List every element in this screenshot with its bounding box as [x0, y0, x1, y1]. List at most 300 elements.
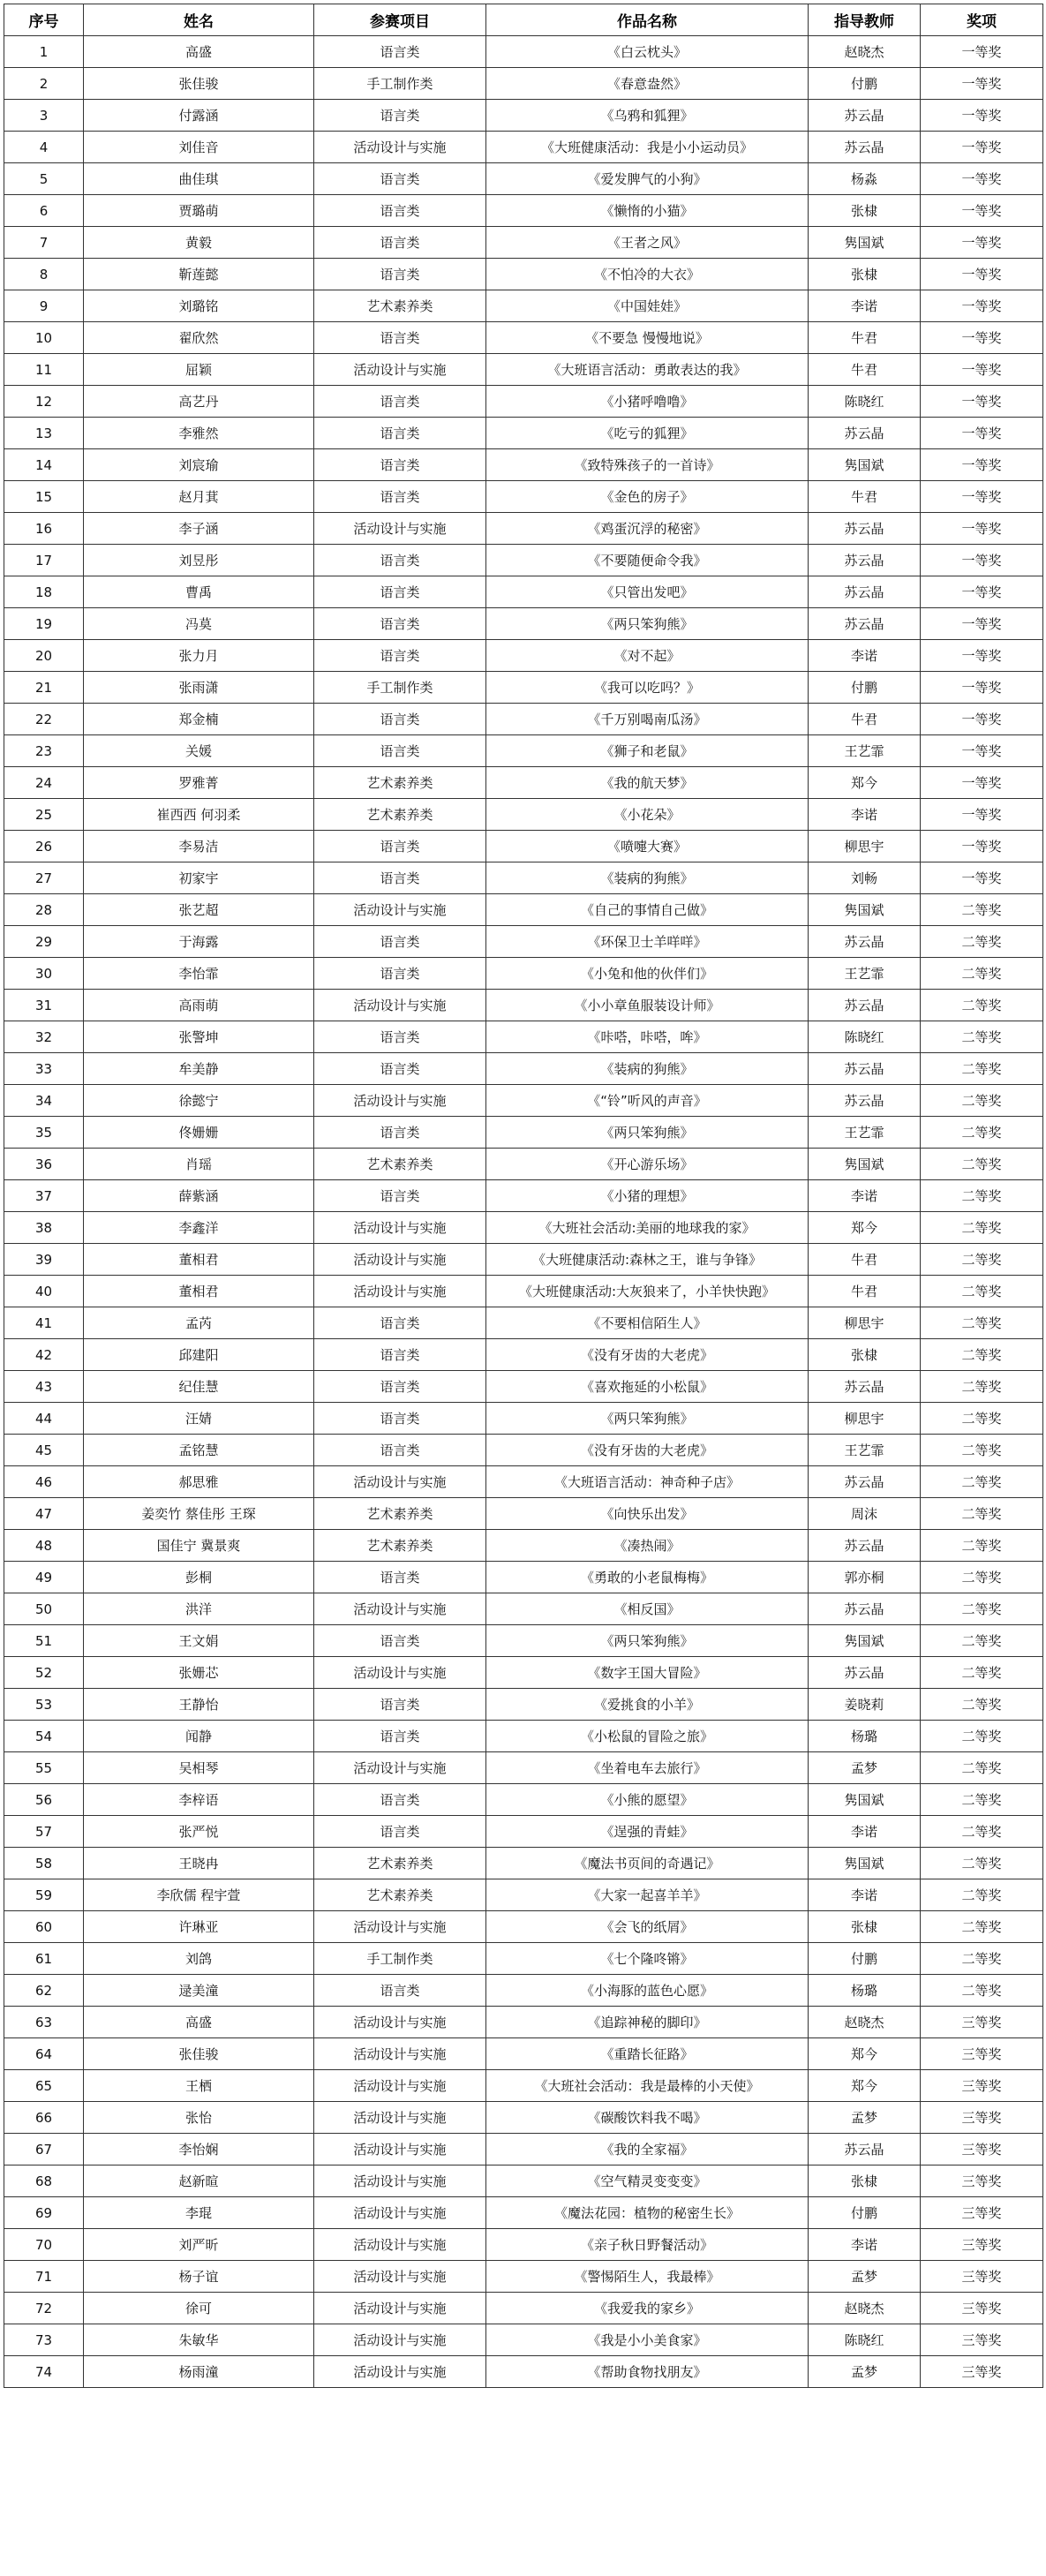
- header-award: 奖项: [921, 4, 1043, 36]
- cell-award: 三等奖: [921, 2356, 1043, 2388]
- cell-no: 51: [4, 1625, 84, 1657]
- cell-award: 一等奖: [921, 36, 1043, 68]
- cell-category: 语言类: [314, 1689, 486, 1721]
- cell-category: 活动设计与实施: [314, 1466, 486, 1498]
- cell-name: 李子涵: [84, 513, 314, 545]
- cell-no: 13: [4, 418, 84, 449]
- cell-teacher: 付鹏: [809, 1943, 921, 1975]
- cell-work: 《相反国》: [486, 1593, 809, 1625]
- table-row: [4, 386, 1043, 418]
- cell-award: 二等奖: [921, 1339, 1043, 1371]
- cell-teacher: 李诺: [809, 1879, 921, 1911]
- cell-no: 37: [4, 1180, 84, 1212]
- cell-no: 70: [4, 2229, 84, 2261]
- cell-work: 《小熊的愿望》: [486, 1784, 809, 1816]
- cell-no: 53: [4, 1689, 84, 1721]
- cell-work: 《重踏长征路》: [486, 2038, 809, 2070]
- cell-category: 活动设计与实施: [314, 354, 486, 386]
- cell-category: 活动设计与实施: [314, 2261, 486, 2293]
- cell-teacher: 苏云晶: [809, 418, 921, 449]
- cell-teacher: 隽国斌: [809, 1784, 921, 1816]
- cell-work: 《凑热闹》: [486, 1530, 809, 1562]
- cell-name: 王晓冉: [84, 1848, 314, 1879]
- cell-no: 25: [4, 799, 84, 831]
- cell-name: 李怡娴: [84, 2134, 314, 2165]
- cell-award: 一等奖: [921, 799, 1043, 831]
- cell-teacher: 王艺霏: [809, 1435, 921, 1466]
- cell-teacher: 柳思宇: [809, 1307, 921, 1339]
- cell-award: 一等奖: [921, 767, 1043, 799]
- cell-name: 黄毅: [84, 227, 314, 259]
- cell-teacher: 张棣: [809, 1339, 921, 1371]
- cell-name: 李鑫洋: [84, 1212, 314, 1244]
- cell-award: 二等奖: [921, 1021, 1043, 1053]
- cell-no: 29: [4, 926, 84, 958]
- cell-work: 《大班语言活动：神奇种子店》: [486, 1466, 809, 1498]
- cell-no: 11: [4, 354, 84, 386]
- cell-no: 42: [4, 1339, 84, 1371]
- cell-award: 三等奖: [921, 2293, 1043, 2324]
- cell-work: 《小花朵》: [486, 799, 809, 831]
- cell-no: 50: [4, 1593, 84, 1625]
- cell-teacher: 李诺: [809, 1816, 921, 1848]
- cell-name: 罗雅菁: [84, 767, 314, 799]
- cell-category: 活动设计与实施: [314, 2324, 486, 2356]
- cell-name: 刘昱彤: [84, 545, 314, 576]
- cell-no: 14: [4, 449, 84, 481]
- cell-work: 《小兔和他的伙伴们》: [486, 958, 809, 990]
- table-row: [4, 418, 1043, 449]
- cell-teacher: 苏云晶: [809, 1657, 921, 1689]
- cell-teacher: 李诺: [809, 799, 921, 831]
- cell-work: 《两只笨狗熊》: [486, 608, 809, 640]
- table-row: [4, 2007, 1043, 2038]
- cell-award: 一等奖: [921, 862, 1043, 894]
- table-row: [4, 2197, 1043, 2229]
- table-row: [4, 990, 1043, 1021]
- cell-name: 刘璐铭: [84, 290, 314, 322]
- cell-award: 一等奖: [921, 418, 1043, 449]
- cell-no: 52: [4, 1657, 84, 1689]
- cell-work: 《数字王国大冒险》: [486, 1657, 809, 1689]
- table-row: [4, 163, 1043, 195]
- cell-name: 刘严昕: [84, 2229, 314, 2261]
- cell-teacher: 赵晓杰: [809, 2007, 921, 2038]
- table-row: [4, 640, 1043, 672]
- cell-work: 《两只笨狗熊》: [486, 1117, 809, 1149]
- cell-name: 李欣儒 程宇萱: [84, 1879, 314, 1911]
- table-row: [4, 2070, 1043, 2102]
- cell-award: 一等奖: [921, 608, 1043, 640]
- cell-category: 语言类: [314, 1721, 486, 1752]
- cell-category: 语言类: [314, 1975, 486, 2007]
- cell-teacher: 牛君: [809, 322, 921, 354]
- cell-teacher: 牛君: [809, 1244, 921, 1276]
- cell-work: 《爱发脾气的小狗》: [486, 163, 809, 195]
- table-row: [4, 1943, 1043, 1975]
- cell-award: 二等奖: [921, 1721, 1043, 1752]
- cell-no: 5: [4, 163, 84, 195]
- cell-name: 付露涵: [84, 100, 314, 132]
- cell-category: 艺术素养类: [314, 1530, 486, 1562]
- cell-teacher: 苏云晶: [809, 1085, 921, 1117]
- cell-no: 49: [4, 1562, 84, 1593]
- cell-category: 语言类: [314, 1625, 486, 1657]
- cell-teacher: 苏云晶: [809, 926, 921, 958]
- cell-name: 许琳亚: [84, 1911, 314, 1943]
- cell-teacher: 苏云晶: [809, 1530, 921, 1562]
- cell-award: 二等奖: [921, 1784, 1043, 1816]
- cell-award: 二等奖: [921, 1657, 1043, 1689]
- header-teacher: 指导教师: [809, 4, 921, 36]
- cell-category: 语言类: [314, 481, 486, 513]
- cell-teacher: 隽国斌: [809, 449, 921, 481]
- table-row: [4, 1562, 1043, 1593]
- cell-work: 《千万别喝南瓜汤》: [486, 704, 809, 735]
- cell-no: 28: [4, 894, 84, 926]
- cell-award: 二等奖: [921, 1117, 1043, 1149]
- cell-award: 二等奖: [921, 894, 1043, 926]
- table-row: [4, 1085, 1043, 1117]
- cell-no: 68: [4, 2165, 84, 2197]
- cell-name: 王文娟: [84, 1625, 314, 1657]
- cell-award: 二等奖: [921, 990, 1043, 1021]
- cell-teacher: 苏云晶: [809, 608, 921, 640]
- cell-name: 曲佳琪: [84, 163, 314, 195]
- cell-name: 吴相琴: [84, 1752, 314, 1784]
- cell-category: 语言类: [314, 735, 486, 767]
- cell-teacher: 牛君: [809, 354, 921, 386]
- cell-category: 语言类: [314, 1053, 486, 1085]
- cell-teacher: 隽国斌: [809, 1149, 921, 1180]
- cell-teacher: 陈晓红: [809, 386, 921, 418]
- cell-category: 艺术素养类: [314, 1149, 486, 1180]
- cell-award: 二等奖: [921, 1593, 1043, 1625]
- cell-name: 牟美静: [84, 1053, 314, 1085]
- cell-category: 语言类: [314, 449, 486, 481]
- cell-teacher: 苏云晶: [809, 1053, 921, 1085]
- cell-teacher: 刘畅: [809, 862, 921, 894]
- cell-work: 《没有牙齿的大老虎》: [486, 1435, 809, 1466]
- cell-award: 一等奖: [921, 163, 1043, 195]
- cell-award: 一等奖: [921, 640, 1043, 672]
- cell-name: 曹禹: [84, 576, 314, 608]
- table-row: [4, 576, 1043, 608]
- cell-name: 徐可: [84, 2293, 314, 2324]
- cell-category: 艺术素养类: [314, 799, 486, 831]
- cell-no: 44: [4, 1403, 84, 1435]
- cell-category: 活动设计与实施: [314, 2134, 486, 2165]
- cell-name: 刘宸瑜: [84, 449, 314, 481]
- cell-teacher: 张棣: [809, 195, 921, 227]
- cell-work: 《会飞的纸屑》: [486, 1911, 809, 1943]
- table-row: [4, 36, 1043, 68]
- cell-no: 3: [4, 100, 84, 132]
- table-row: [4, 767, 1043, 799]
- table-row: [4, 481, 1043, 513]
- cell-category: 语言类: [314, 1435, 486, 1466]
- cell-teacher: 张棣: [809, 259, 921, 290]
- table-row: [4, 545, 1043, 576]
- cell-name: 关媛: [84, 735, 314, 767]
- cell-no: 71: [4, 2261, 84, 2293]
- cell-name: 于海露: [84, 926, 314, 958]
- cell-teacher: 柳思宇: [809, 831, 921, 862]
- cell-category: 手工制作类: [314, 672, 486, 704]
- table-row: [4, 2134, 1043, 2165]
- cell-work: 《帮助食物找朋友》: [486, 2356, 809, 2388]
- table-row: [4, 704, 1043, 735]
- table-row: [4, 132, 1043, 163]
- table-row: [4, 1498, 1043, 1530]
- table-row: [4, 608, 1043, 640]
- award-table: [4, 4, 1043, 2388]
- cell-work: 《开心游乐场》: [486, 1149, 809, 1180]
- cell-category: 语言类: [314, 1021, 486, 1053]
- cell-work: 《七个隆咚锵》: [486, 1943, 809, 1975]
- table-row: [4, 1752, 1043, 1784]
- cell-category: 语言类: [314, 1816, 486, 1848]
- table-body: [4, 36, 1043, 2388]
- cell-work: 《小猪呼噜噜》: [486, 386, 809, 418]
- table-row: [4, 227, 1043, 259]
- cell-work: 《警惕陌生人，我最棒》: [486, 2261, 809, 2293]
- table-row: [4, 894, 1043, 926]
- cell-category: 语言类: [314, 545, 486, 576]
- header-row: [4, 4, 1043, 36]
- cell-category: 活动设计与实施: [314, 1085, 486, 1117]
- cell-teacher: 陈晓红: [809, 1021, 921, 1053]
- cell-no: 63: [4, 2007, 84, 2038]
- table-row: [4, 1339, 1043, 1371]
- cell-teacher: 隽国斌: [809, 1848, 921, 1879]
- cell-teacher: 付鹏: [809, 672, 921, 704]
- cell-category: 语言类: [314, 576, 486, 608]
- cell-award: 二等奖: [921, 1053, 1043, 1085]
- cell-name: 杨子谊: [84, 2261, 314, 2293]
- cell-no: 73: [4, 2324, 84, 2356]
- cell-work: 《两只笨狗熊》: [486, 1403, 809, 1435]
- cell-no: 61: [4, 1943, 84, 1975]
- table-row: [4, 1276, 1043, 1307]
- cell-category: 艺术素养类: [314, 767, 486, 799]
- cell-category: 语言类: [314, 259, 486, 290]
- cell-category: 语言类: [314, 640, 486, 672]
- table-row: [4, 1466, 1043, 1498]
- cell-name: 国佳宁 冀景爽: [84, 1530, 314, 1562]
- cell-category: 活动设计与实施: [314, 2070, 486, 2102]
- cell-name: 高雨萌: [84, 990, 314, 1021]
- cell-award: 三等奖: [921, 2324, 1043, 2356]
- cell-teacher: 牛君: [809, 481, 921, 513]
- cell-award: 一等奖: [921, 68, 1043, 100]
- cell-award: 二等奖: [921, 1879, 1043, 1911]
- cell-name: 佟姗姗: [84, 1117, 314, 1149]
- cell-name: 李易洁: [84, 831, 314, 862]
- cell-work: 《中国娃娃》: [486, 290, 809, 322]
- cell-teacher: 孟梦: [809, 1752, 921, 1784]
- cell-name: 高盛: [84, 36, 314, 68]
- cell-award: 二等奖: [921, 1943, 1043, 1975]
- cell-award: 三等奖: [921, 2102, 1043, 2134]
- cell-name: 高艺丹: [84, 386, 314, 418]
- cell-name: 张艺超: [84, 894, 314, 926]
- cell-award: 二等奖: [921, 958, 1043, 990]
- cell-award: 一等奖: [921, 513, 1043, 545]
- cell-name: 朱敏华: [84, 2324, 314, 2356]
- cell-category: 语言类: [314, 831, 486, 862]
- cell-name: 闻静: [84, 1721, 314, 1752]
- cell-name: 靳莲懿: [84, 259, 314, 290]
- cell-no: 6: [4, 195, 84, 227]
- cell-award: 三等奖: [921, 2007, 1043, 2038]
- cell-no: 39: [4, 1244, 84, 1276]
- cell-no: 9: [4, 290, 84, 322]
- cell-name: 郑金楠: [84, 704, 314, 735]
- cell-category: 活动设计与实施: [314, 2229, 486, 2261]
- cell-category: 艺术素养类: [314, 1498, 486, 1530]
- cell-category: 活动设计与实施: [314, 894, 486, 926]
- cell-category: 语言类: [314, 704, 486, 735]
- cell-teacher: 付鹏: [809, 2197, 921, 2229]
- cell-award: 二等奖: [921, 1149, 1043, 1180]
- cell-award: 一等奖: [921, 672, 1043, 704]
- cell-teacher: 苏云晶: [809, 576, 921, 608]
- cell-teacher: 王艺霏: [809, 1117, 921, 1149]
- cell-teacher: 郭亦桐: [809, 1562, 921, 1593]
- cell-work: 《“铃”听风的声音》: [486, 1085, 809, 1117]
- table-row: [4, 2261, 1043, 2293]
- cell-work: 《不要急 慢慢地说》: [486, 322, 809, 354]
- cell-teacher: 王艺霏: [809, 735, 921, 767]
- cell-work: 《装病的狗熊》: [486, 862, 809, 894]
- cell-award: 二等奖: [921, 1848, 1043, 1879]
- cell-no: 74: [4, 2356, 84, 2388]
- cell-teacher: 孟梦: [809, 2102, 921, 2134]
- cell-work: 《金色的房子》: [486, 481, 809, 513]
- cell-work: 《逞强的青蛙》: [486, 1816, 809, 1848]
- table-row: [4, 672, 1043, 704]
- cell-award: 三等奖: [921, 2038, 1043, 2070]
- cell-category: 语言类: [314, 386, 486, 418]
- cell-category: 活动设计与实施: [314, 1593, 486, 1625]
- cell-no: 56: [4, 1784, 84, 1816]
- cell-work: 《自己的事情自己做》: [486, 894, 809, 926]
- table-row: [4, 958, 1043, 990]
- cell-teacher: 苏云晶: [809, 100, 921, 132]
- cell-award: 一等奖: [921, 545, 1043, 576]
- cell-work: 《装病的狗熊》: [486, 1053, 809, 1085]
- cell-award: 二等奖: [921, 1625, 1043, 1657]
- cell-teacher: 苏云晶: [809, 990, 921, 1021]
- cell-award: 二等奖: [921, 1498, 1043, 1530]
- cell-work: 《两只笨狗熊》: [486, 1625, 809, 1657]
- cell-name: 纪佳慧: [84, 1371, 314, 1403]
- cell-work: 《喜欢拖延的小松鼠》: [486, 1371, 809, 1403]
- cell-category: 语言类: [314, 195, 486, 227]
- cell-award: 三等奖: [921, 2261, 1043, 2293]
- cell-teacher: 张棣: [809, 1911, 921, 1943]
- cell-teacher: 李诺: [809, 2229, 921, 2261]
- cell-work: 《我爱我的家乡》: [486, 2293, 809, 2324]
- cell-work: 《乌鸦和狐狸》: [486, 100, 809, 132]
- cell-name: 张姗芯: [84, 1657, 314, 1689]
- cell-teacher: 王艺霏: [809, 958, 921, 990]
- cell-award: 二等奖: [921, 1816, 1043, 1848]
- cell-no: 48: [4, 1530, 84, 1562]
- cell-award: 一等奖: [921, 259, 1043, 290]
- cell-work: 《致特殊孩子的一首诗》: [486, 449, 809, 481]
- cell-work: 《大家一起喜羊羊》: [486, 1879, 809, 1911]
- cell-category: 语言类: [314, 322, 486, 354]
- cell-name: 王静怡: [84, 1689, 314, 1721]
- cell-work: 《喷嚏大赛》: [486, 831, 809, 862]
- table-row: [4, 2038, 1043, 2070]
- cell-category: 艺术素养类: [314, 1879, 486, 1911]
- table-row: [4, 100, 1043, 132]
- cell-teacher: 郑今: [809, 767, 921, 799]
- cell-teacher: 李诺: [809, 290, 921, 322]
- cell-work: 《大班语言活动：勇敢表达的我》: [486, 354, 809, 386]
- cell-teacher: 郑今: [809, 2070, 921, 2102]
- header-name: 姓名: [84, 4, 314, 36]
- cell-teacher: 苏云晶: [809, 1466, 921, 1498]
- cell-no: 45: [4, 1435, 84, 1466]
- cell-work: 《狮子和老鼠》: [486, 735, 809, 767]
- cell-award: 一等奖: [921, 831, 1043, 862]
- cell-category: 语言类: [314, 1371, 486, 1403]
- cell-award: 二等奖: [921, 1689, 1043, 1721]
- cell-teacher: 姜晓莉: [809, 1689, 921, 1721]
- table-row: [4, 354, 1043, 386]
- cell-no: 46: [4, 1466, 84, 1498]
- cell-category: 活动设计与实施: [314, 2356, 486, 2388]
- table-row: [4, 926, 1043, 958]
- table-row: [4, 1911, 1043, 1943]
- cell-teacher: 苏云晶: [809, 1371, 921, 1403]
- cell-name: 逯美潼: [84, 1975, 314, 2007]
- cell-name: 李梓语: [84, 1784, 314, 1816]
- table-row: [4, 449, 1043, 481]
- table-row: [4, 1371, 1043, 1403]
- cell-award: 三等奖: [921, 2070, 1043, 2102]
- cell-award: 二等奖: [921, 1975, 1043, 2007]
- cell-no: 62: [4, 1975, 84, 2007]
- cell-work: 《懒惰的小猫》: [486, 195, 809, 227]
- cell-work: 《亲子秋日野餐活动》: [486, 2229, 809, 2261]
- cell-no: 15: [4, 481, 84, 513]
- cell-work: 《大班健康活动:大灰狼来了，小羊快快跑》: [486, 1276, 809, 1307]
- cell-category: 艺术素养类: [314, 1848, 486, 1879]
- cell-no: 41: [4, 1307, 84, 1339]
- cell-work: 《小海豚的蓝色心愿》: [486, 1975, 809, 2007]
- cell-category: 活动设计与实施: [314, 2038, 486, 2070]
- cell-name: 孟铭慧: [84, 1435, 314, 1466]
- cell-category: 语言类: [314, 36, 486, 68]
- cell-no: 7: [4, 227, 84, 259]
- cell-no: 17: [4, 545, 84, 576]
- cell-name: 张怡: [84, 2102, 314, 2134]
- table-row: [4, 1403, 1043, 1435]
- cell-award: 一等奖: [921, 132, 1043, 163]
- cell-no: 33: [4, 1053, 84, 1085]
- cell-name: 姜奕竹 蔡佳彤 王琛: [84, 1498, 314, 1530]
- cell-category: 语言类: [314, 862, 486, 894]
- cell-award: 二等奖: [921, 1212, 1043, 1244]
- cell-name: 翟欣然: [84, 322, 314, 354]
- cell-work: 《碳酸饮料我不喝》: [486, 2102, 809, 2134]
- table-row: [4, 195, 1043, 227]
